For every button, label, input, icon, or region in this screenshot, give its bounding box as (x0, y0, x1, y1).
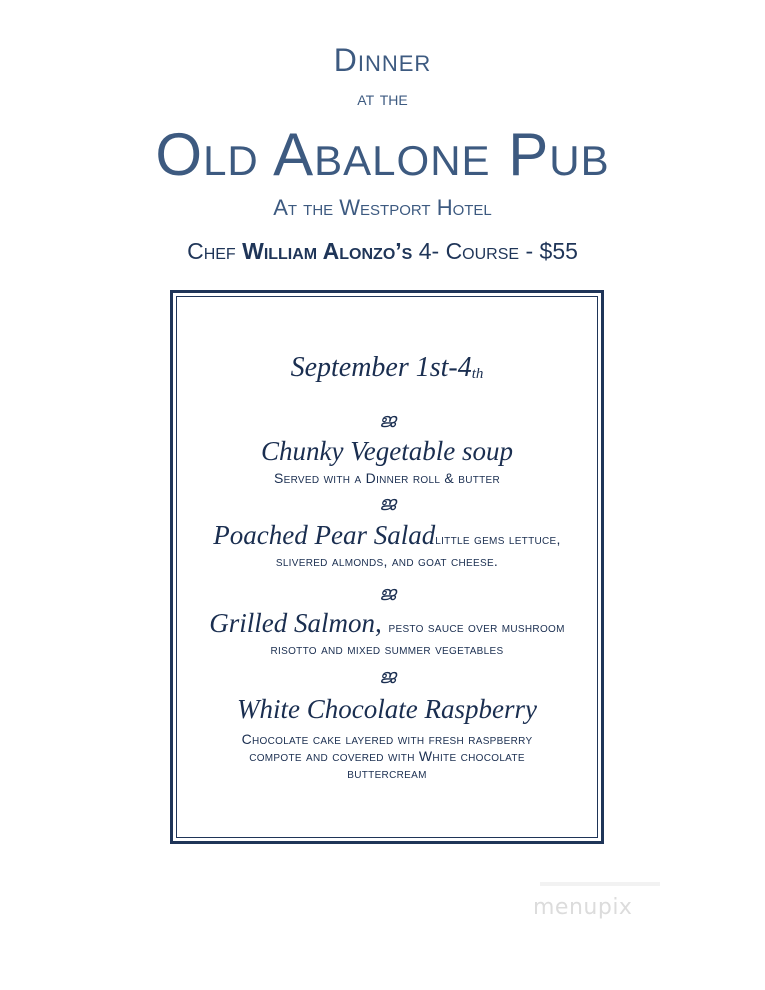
course-4-description (175, 731, 599, 782)
course-price: 4- Course - $55 (418, 238, 578, 264)
course-1-description: Served with a Dinner roll & butter (273, 470, 501, 486)
ornament-icon: ജ (378, 491, 396, 515)
header-at-the: at the (357, 88, 408, 110)
ornament-icon: ജ (378, 408, 396, 432)
course-3 (175, 608, 599, 639)
chef-line (0, 238, 765, 265)
course-3-comma: , (375, 608, 382, 638)
course-1-name: Chunky Vegetable soup (261, 436, 513, 466)
date-suffix: th (471, 366, 484, 382)
watermark-bar (540, 882, 660, 886)
course-2-description-inline: little gems lettuce, (435, 531, 561, 547)
course-3-description: risotto and mixed summer vegetables (270, 641, 504, 657)
chef-name: William Alonzo’s (242, 238, 413, 264)
course-4-name: White Chocolate Raspberry (237, 694, 537, 724)
hotel-name: At the Westport Hotel (273, 195, 492, 220)
course-2-name: Poached Pear Salad (213, 520, 436, 550)
course-3-name: Grilled Salmon (209, 608, 375, 638)
watermark-logo: menupix (533, 895, 633, 920)
restaurant-name: Old Abalone Pub (155, 121, 610, 188)
ornament-icon: ജ (378, 581, 396, 605)
menu-date (175, 352, 599, 384)
course-4-description-line: Chocolate cake layered with fresh raspberry (241, 731, 533, 747)
chef-prefix: Chef (187, 238, 236, 264)
course-4-description-line: buttercream (347, 765, 427, 781)
header-dinner: Dinner (333, 42, 432, 78)
date-text: September 1st-4 (290, 352, 472, 383)
course-4-description-line: compote and covered with White chocolate (249, 748, 525, 764)
ornament-icon: ജ (378, 664, 396, 688)
course-2-description: slivered almonds, and goat cheese. (275, 553, 499, 569)
course-2 (175, 520, 599, 551)
course-3-description-inline: pesto sauce over mushroom (388, 619, 565, 635)
